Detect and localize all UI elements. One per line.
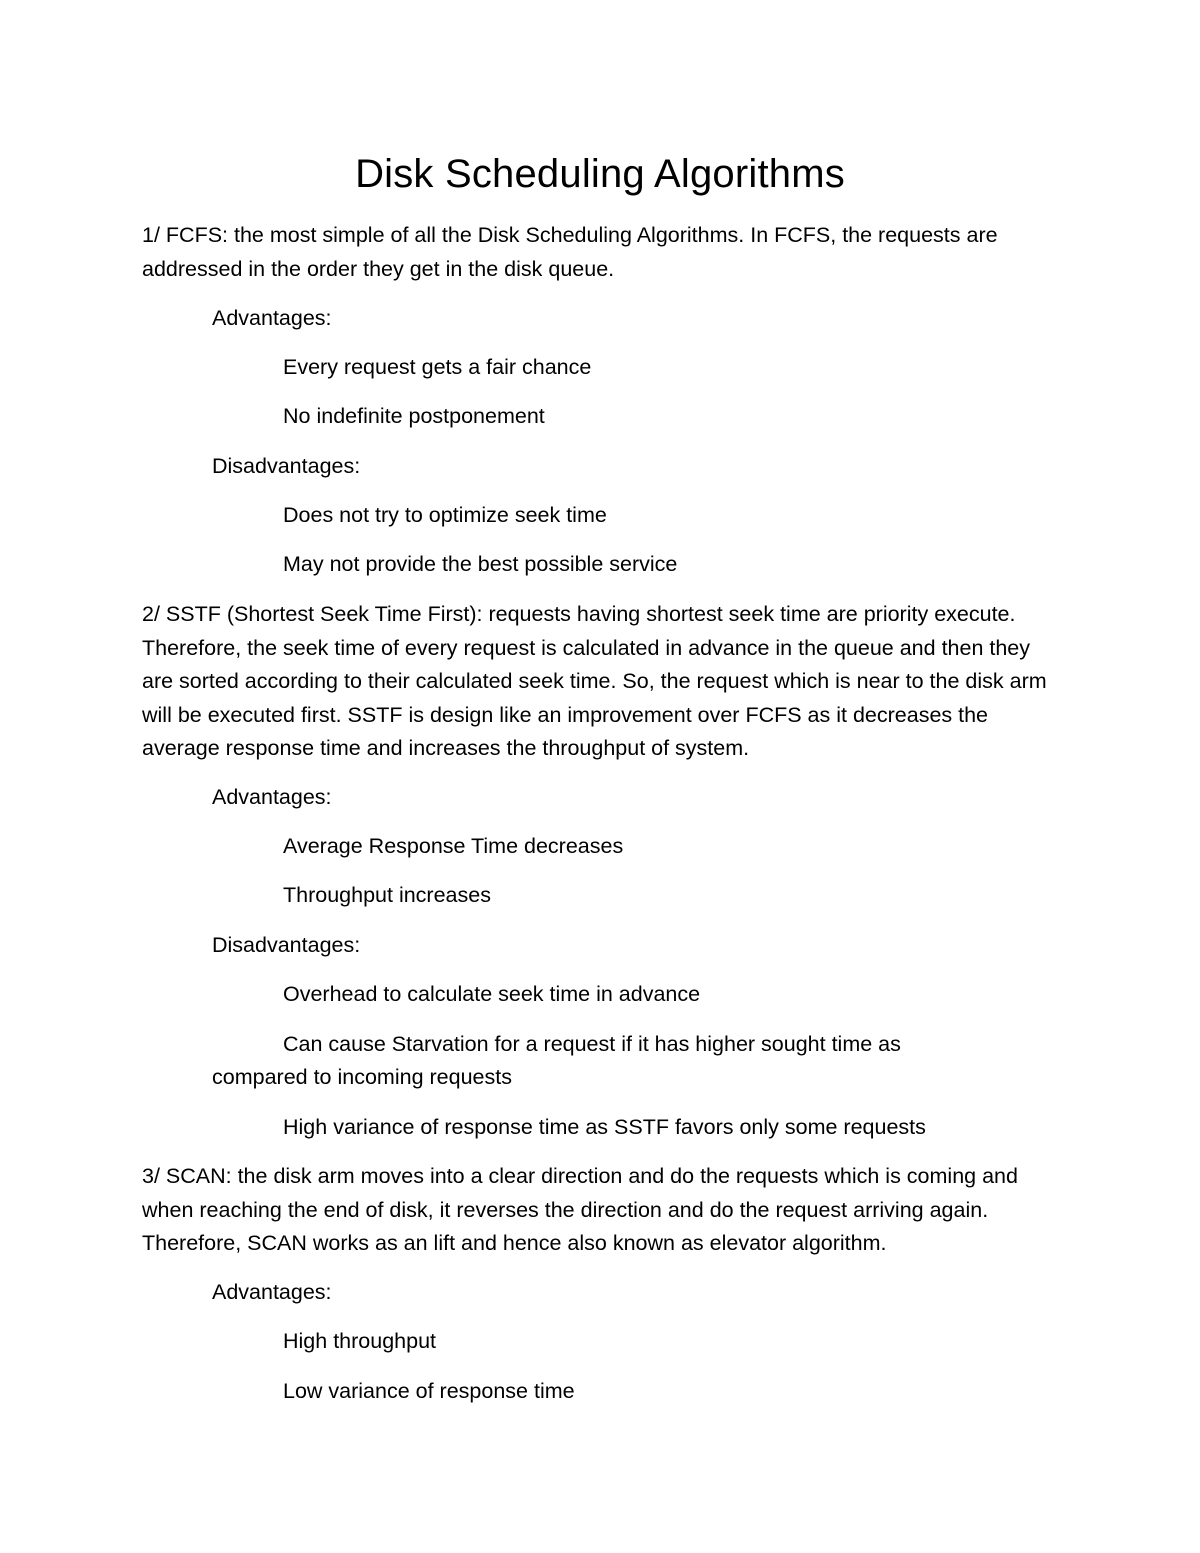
section-2-disadvantage-item: Can cause Starvation for a request if it has higher sought time as bbox=[283, 1032, 901, 1056]
document-title: Disk Scheduling Algorithms bbox=[355, 152, 845, 196]
section-1-advantage-item: Every request gets a fair chance bbox=[283, 355, 592, 379]
section-2-intro: 2/ SSTF (Shortest Seek Time First): requests having shortest seek time are priority execute. Therefore, the seek time of every request is calculated in advance in the queue and then they are sorted according to their calculated seek time. So, the request which is near to the disk arm will be executed first. SSTF is design like an improvement over FCFS as it decreases the average response time and increases the throughput of system. bbox=[142, 602, 1047, 760]
section-2-advantages-label: Advantages: bbox=[212, 785, 332, 809]
section-1-disadvantage-item: May not provide the best possible service bbox=[283, 552, 678, 576]
section-1-disadvantages-label: Disadvantages: bbox=[212, 454, 361, 478]
section-2-advantage-item: Throughput increases bbox=[283, 883, 491, 907]
section-1-advantages-label: Advantages: bbox=[212, 306, 332, 330]
section-3-intro: 3/ SCAN: the disk arm moves into a clear direction and do the requests which is coming and when reaching the end of disk, it reverses the direction and do the request arriving again. Therefore, SCAN works as an lift and hence also known as elevator algorithm. bbox=[142, 1164, 1018, 1255]
section-1-intro: 1/ FCFS: the most simple of all the Disk Scheduling Algorithms. In FCFS, the requests are addressed in the order they get in the disk queue. bbox=[142, 223, 998, 281]
section-3-advantages-label: Advantages: bbox=[212, 1280, 332, 1304]
section-3-advantage-item: High throughput bbox=[283, 1329, 436, 1353]
section-3-advantage-item: Low variance of response time bbox=[283, 1379, 575, 1403]
section-2-disadvantage-item: High variance of response time as SSTF favors only some requests bbox=[283, 1115, 926, 1139]
section-2-disadvantages-label: Disadvantages: bbox=[212, 933, 361, 957]
section-1-advantage-item: No indefinite postponement bbox=[283, 404, 545, 428]
section-1-disadvantage-item: Does not try to optimize seek time bbox=[283, 503, 607, 527]
section-2-disadvantage-item-continued: compared to incoming requests bbox=[212, 1065, 512, 1089]
section-2-advantage-item: Average Response Time decreases bbox=[283, 834, 624, 858]
section-2-disadvantage-item: Overhead to calculate seek time in advance bbox=[283, 982, 701, 1006]
